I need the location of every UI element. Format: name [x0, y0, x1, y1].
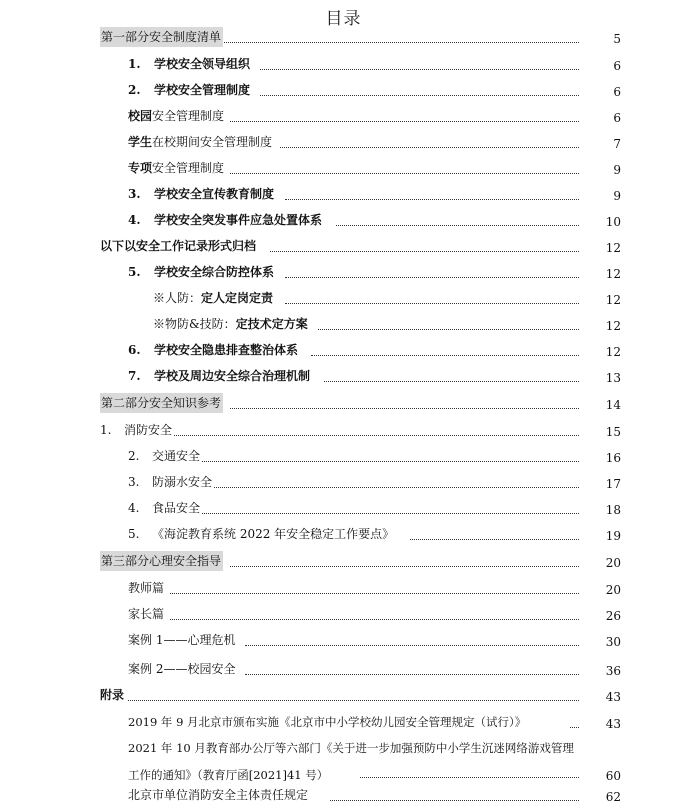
toc-entry[interactable]: [0, 288, 687, 308]
toc-entry[interactable]: [0, 498, 687, 518]
toc-entry-title: 学校安全管理制度: [154, 83, 251, 97]
toc-entry-title: 食品安全: [152, 501, 201, 515]
toc-entry-number: 3.: [128, 187, 141, 201]
toc-entry-label: [128, 212, 323, 228]
toc-entry-number: 3.: [128, 475, 140, 489]
dot-leader: [285, 199, 619, 200]
toc-entry[interactable]: [0, 712, 687, 732]
toc-page-number: 13: [579, 370, 621, 386]
toc-entry-title: 学校安全隐患排查整治体系: [154, 343, 299, 357]
toc-entry-number: 4.: [128, 213, 141, 227]
toc-entry[interactable]: [0, 659, 687, 679]
toc-entry-title: 学校安全领导组织: [154, 57, 251, 71]
toc-page-number: 16: [579, 450, 621, 466]
toc-entry-appendix[interactable]: [0, 685, 687, 705]
toc-page-number: 12: [579, 318, 621, 334]
toc-entry-title: 安全管理制度: [152, 109, 225, 123]
toc-entry-label: [128, 474, 213, 490]
toc-page-number: 20: [579, 582, 621, 598]
dot-leader: [128, 700, 619, 701]
toc-entry-label: [128, 56, 251, 72]
toc-entry-title: 学校及周边安全综合治理机制: [154, 369, 311, 383]
toc-entry-title: 《海淀教育系统 2022 年安全稳定工作要点》: [152, 527, 395, 541]
toc-entry-title: 在校期间安全管理制度: [152, 135, 273, 149]
toc-page-number: 18: [579, 502, 621, 518]
toc-entry-title: 定技术定方案: [235, 317, 308, 331]
toc-entry-label-line-1: 2021 年 10 月教育部办公厅等六部门《关于进一步加强预防中小学生沉迷网络游戏管理: [128, 741, 574, 755]
toc-page-number: 62: [579, 789, 621, 805]
toc-page-number: 60: [579, 768, 621, 784]
toc-entry-label: [128, 526, 395, 542]
toc-entry[interactable]: [0, 262, 687, 282]
toc-entry-number: 6.: [128, 343, 141, 357]
toc-entry-number: 4.: [128, 501, 140, 515]
dot-leader: [170, 593, 619, 594]
toc-entry-label: [128, 134, 273, 150]
toc-entry[interactable]: [0, 158, 687, 178]
toc-entry-label: [128, 108, 225, 124]
toc-entry-label: 北京市单位消防安全主体责任规定: [128, 788, 309, 802]
toc-entry-label: [128, 448, 201, 464]
toc-entry[interactable]: [0, 340, 687, 360]
toc-page-number: 36: [579, 663, 621, 679]
toc-entry-title: 学校安全综合防控体系: [154, 265, 275, 279]
toc-entry-label: [153, 290, 274, 306]
dot-leader: [311, 355, 619, 356]
toc-entry-label: 以下以安全工作记录形式归档: [100, 239, 257, 253]
toc-entry[interactable]: [0, 785, 687, 805]
dot-leader: [230, 408, 619, 409]
toc-entry-title: 学校安全宣传教育制度: [154, 187, 275, 201]
toc-page-number: 14: [579, 397, 621, 413]
toc-entry[interactable]: [0, 132, 687, 152]
toc-page-number: 6: [579, 110, 621, 126]
toc-entry-label: 教师篇: [128, 581, 165, 595]
dot-leader: [200, 513, 619, 514]
dot-leader: [285, 303, 619, 304]
dot-leader: [170, 619, 619, 620]
dot-leader: [200, 461, 619, 462]
toc-entry-title: 定人定岗定责: [201, 291, 274, 305]
toc-entry[interactable]: [0, 366, 687, 386]
toc-entry-label: 家长篇: [128, 607, 165, 621]
toc-page-number: 43: [579, 716, 621, 732]
toc-page-number: 30: [579, 634, 621, 650]
toc-entry-number: 1.: [128, 57, 141, 71]
toc-entry-title: 学校安全突发事件应急处置体系: [154, 213, 323, 227]
toc-entry-number: 5.: [128, 527, 140, 541]
toc-entry-multiline[interactable]: [0, 738, 687, 784]
toc-entry-label: [100, 422, 173, 438]
toc-page-number: 10: [579, 214, 621, 230]
toc-page-number: 15: [579, 424, 621, 440]
toc-entry-label: [128, 500, 201, 516]
toc-entry-label: 案例 2——校园安全: [128, 662, 236, 676]
toc-entry-label: 附录: [100, 688, 125, 702]
toc-entry[interactable]: [0, 420, 687, 440]
dot-leader: [260, 69, 619, 70]
toc-entry-title: 交通安全: [152, 449, 201, 463]
toc-page-number: 6: [579, 84, 621, 100]
toc-entry-part-3[interactable]: [0, 551, 687, 571]
toc-page-number: 17: [579, 476, 621, 492]
toc-entry-number: 5.: [128, 265, 141, 279]
toc-entry-label: [153, 316, 309, 332]
toc-entry-label: 案例 1——心理危机: [128, 633, 236, 647]
toc-entry-number: 2.: [128, 83, 141, 97]
toc-entry[interactable]: [0, 524, 687, 544]
toc-page-number: 6: [579, 58, 621, 74]
toc-entry-prefix: 专项: [128, 161, 153, 175]
toc-entry-title: 安全管理制度: [152, 161, 225, 175]
toc-section-heading: 第三部分心理安全指导: [100, 551, 223, 571]
dot-leader: [245, 674, 619, 675]
toc-page-number: 9: [579, 188, 621, 204]
toc-page-number: 19: [579, 528, 621, 544]
toc-entry[interactable]: [0, 472, 687, 492]
toc-page-number: 43: [579, 689, 621, 705]
toc-page-number: 7: [579, 136, 621, 152]
toc-entry-label: [128, 368, 311, 384]
toc-entry-number: 2.: [128, 449, 140, 463]
toc-section-heading: 第二部分安全知识参考: [100, 393, 223, 413]
dot-leader: [230, 566, 619, 567]
toc-entry[interactable]: [0, 210, 687, 230]
toc-entry[interactable]: [0, 314, 687, 334]
toc-entry[interactable]: [0, 80, 687, 100]
toc-entry-label: 2019 年 9 月北京市颁布实施《北京市中小学校幼儿园安全管理规定（试行）》: [128, 715, 527, 729]
dot-leader: [318, 329, 619, 330]
dot-leader: [330, 800, 619, 801]
page-title: 目录: [325, 9, 362, 29]
toc-page-number: 9: [579, 162, 621, 178]
toc-entry-label: [128, 82, 251, 98]
toc-entry-label-line-2: 工作的通知》（教育厅函[2021]41 号）: [128, 768, 329, 782]
toc-entry[interactable]: [0, 236, 687, 256]
toc-entry-label: [128, 160, 225, 176]
dot-leader: [280, 147, 619, 148]
dot-leader: [212, 487, 619, 488]
toc-page-number: 12: [579, 266, 621, 282]
toc-entry-number: 7.: [128, 369, 141, 383]
toc-section-heading: 第一部分安全制度清单: [100, 27, 223, 47]
toc-entry-label: [128, 342, 299, 358]
dot-leader: [260, 95, 619, 96]
toc-entry-label: [128, 186, 275, 202]
toc-entry-part-2[interactable]: [0, 393, 687, 413]
toc-entry-title: 消防安全: [124, 423, 173, 437]
toc-entry[interactable]: [0, 630, 687, 650]
toc-page-number: 5: [579, 31, 621, 47]
toc-entry[interactable]: [0, 106, 687, 126]
toc-entry-part-1[interactable]: [0, 27, 687, 47]
toc-entry-title: 防溺水安全: [152, 475, 213, 489]
dot-leader: [245, 645, 619, 646]
toc-entry-prefix: ※人防：: [153, 291, 202, 305]
toc-entry[interactable]: [0, 54, 687, 74]
dot-leader: [285, 277, 619, 278]
toc-page-number: 12: [579, 344, 621, 360]
dot-leader: [200, 42, 619, 43]
toc-entry-prefix: 学生: [128, 135, 153, 149]
dot-leader: [174, 435, 619, 436]
toc-page-number: 26: [579, 608, 621, 624]
dot-leader: [324, 381, 619, 382]
dot-leader: [230, 173, 619, 174]
dot-leader: [270, 251, 619, 252]
toc-entry[interactable]: [0, 578, 687, 598]
toc-entry[interactable]: [0, 604, 687, 624]
toc-page-number: 12: [579, 292, 621, 308]
toc-page-number: 20: [579, 555, 621, 571]
toc-entry-label: [128, 264, 275, 280]
toc-page-number: 12: [579, 240, 621, 256]
toc-entry[interactable]: [0, 446, 687, 466]
toc-entry-prefix: 校园: [128, 109, 153, 123]
toc-entry-number: 1.: [100, 423, 112, 437]
toc-entry-prefix: ※物防&技防：: [153, 317, 236, 331]
toc-entry[interactable]: [0, 184, 687, 204]
dot-leader: [336, 225, 619, 226]
dot-leader: [230, 121, 619, 122]
